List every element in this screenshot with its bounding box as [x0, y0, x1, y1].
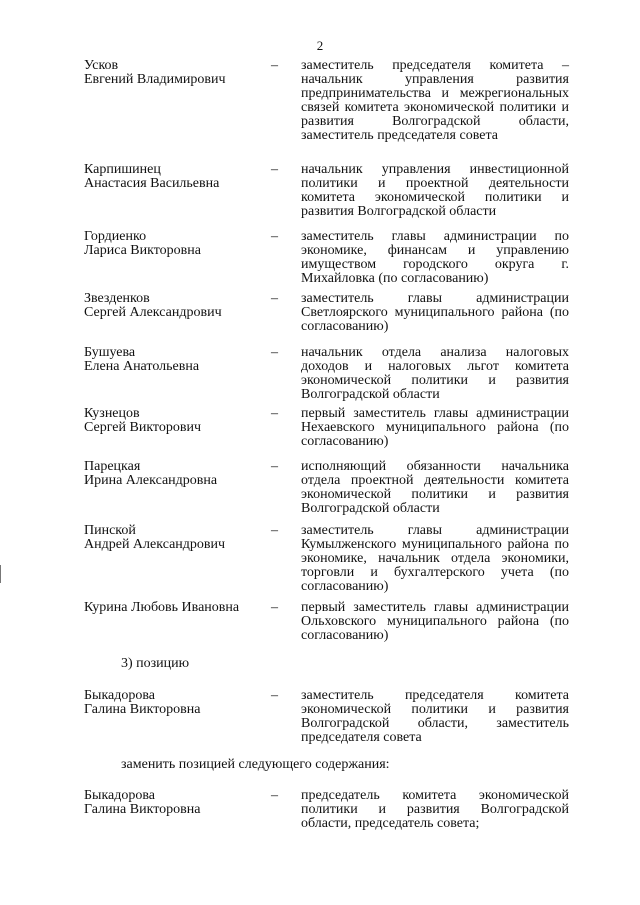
member-role: заместитель председателя комитета – начальник управления развития предпринимательства и межрегиональных связей комитета экономической политики и развития Волгоградской области, заместитель председателя совета [301, 58, 569, 143]
dash-separator: – [271, 229, 278, 244]
member-name [84, 460, 269, 488]
member-name [84, 346, 269, 374]
member-name [84, 59, 269, 87]
member-name [84, 163, 269, 191]
member-surname: Звезденков [84, 291, 150, 306]
dash-separator: – [271, 688, 278, 703]
dash-separator: – [271, 58, 278, 73]
member-surname: Быкадорова [84, 688, 156, 703]
member-role: начальник отдела анализа налоговых доходов и налоговых льгот комитета экономической политики и развития Волгоградской области [301, 345, 569, 402]
member-name [84, 601, 284, 615]
dash-separator: – [271, 600, 278, 615]
member-surname: Карпишинец [84, 162, 161, 177]
member-name [84, 230, 269, 258]
member-given-name: Евгений Владимирович [84, 72, 226, 87]
member-surname: Кузнецов [84, 406, 140, 421]
replace-instruction: заменить позицией следующего содержания: [121, 757, 390, 772]
dash-separator: – [271, 345, 278, 360]
member-role: начальник управления инвестиционной политики и проектной деятельности комитета экономической политики и развития Волгоградской области [301, 162, 569, 219]
member-name [84, 524, 269, 552]
member-given-name: Елена Анатольевна [84, 359, 200, 374]
member-surname: Гордиенко [84, 229, 147, 244]
member-given-name: Сергей Александрович [84, 305, 222, 320]
member-given-name: Лариса Викторовна [84, 243, 201, 258]
member-name [84, 689, 269, 717]
member-given-name: Галина Викторовна [84, 802, 201, 817]
member-surname: Парецкая [84, 459, 141, 474]
member-surname: Пинской [84, 523, 136, 538]
member-surname: Усков [84, 58, 119, 73]
member-given-name: Анастасия Васильевна [84, 176, 220, 191]
member-role: председатель комитета экономической политики и развития Волгоградской области, председатель совета; [301, 788, 569, 831]
dash-separator: – [271, 162, 278, 177]
dash-separator: – [271, 523, 278, 538]
member-given-name: Ирина Александровна [84, 473, 218, 488]
dash-separator: – [271, 406, 278, 421]
member-name [84, 789, 269, 817]
dash-separator: – [271, 459, 278, 474]
member-role: исполняющий обязанности начальника отдела проектной деятельности комитета экономической политики и развития Волгоградской области [301, 459, 569, 516]
dash-separator: – [271, 788, 278, 803]
member-role: заместитель председателя комитета экономической политики и развития Волгоградской области, заместитель председателя совета [301, 688, 569, 745]
member-surname: Бушуева [84, 345, 136, 360]
member-role: первый заместитель главы администрации Ольховского муниципального района (по согласованию) [301, 600, 569, 643]
member-given-name: Сергей Викторович [84, 420, 202, 435]
member-role: заместитель главы администрации Кумылженского муниципального района по экономике, начальник отдела экономики, торговли и бухгалтерского учета (по согласованию) [301, 523, 569, 594]
member-role: заместитель главы администрации Светлоярского муниципального района (по согласованию) [301, 291, 569, 334]
member-role: заместитель главы администрации по экономике, финансам и управлению имуществом городского округа г. Михайловка (по согласованию) [301, 229, 569, 286]
page-number: 2 [316, 38, 324, 53]
member-given-name: Галина Викторовна [84, 702, 201, 717]
scan-edge-mark [0, 565, 1, 583]
member-name [84, 292, 269, 320]
member-name [84, 407, 269, 435]
dash-separator: – [271, 291, 278, 306]
position-heading: 3) позицию [121, 656, 190, 671]
member-given-name: Андрей Александрович [84, 537, 226, 552]
member-full-name: Курина Любовь Ивановна [84, 600, 240, 615]
member-surname: Быкадорова [84, 788, 156, 803]
member-role: первый заместитель главы администрации Нехаевского муниципального района (по согласованию) [301, 406, 569, 449]
